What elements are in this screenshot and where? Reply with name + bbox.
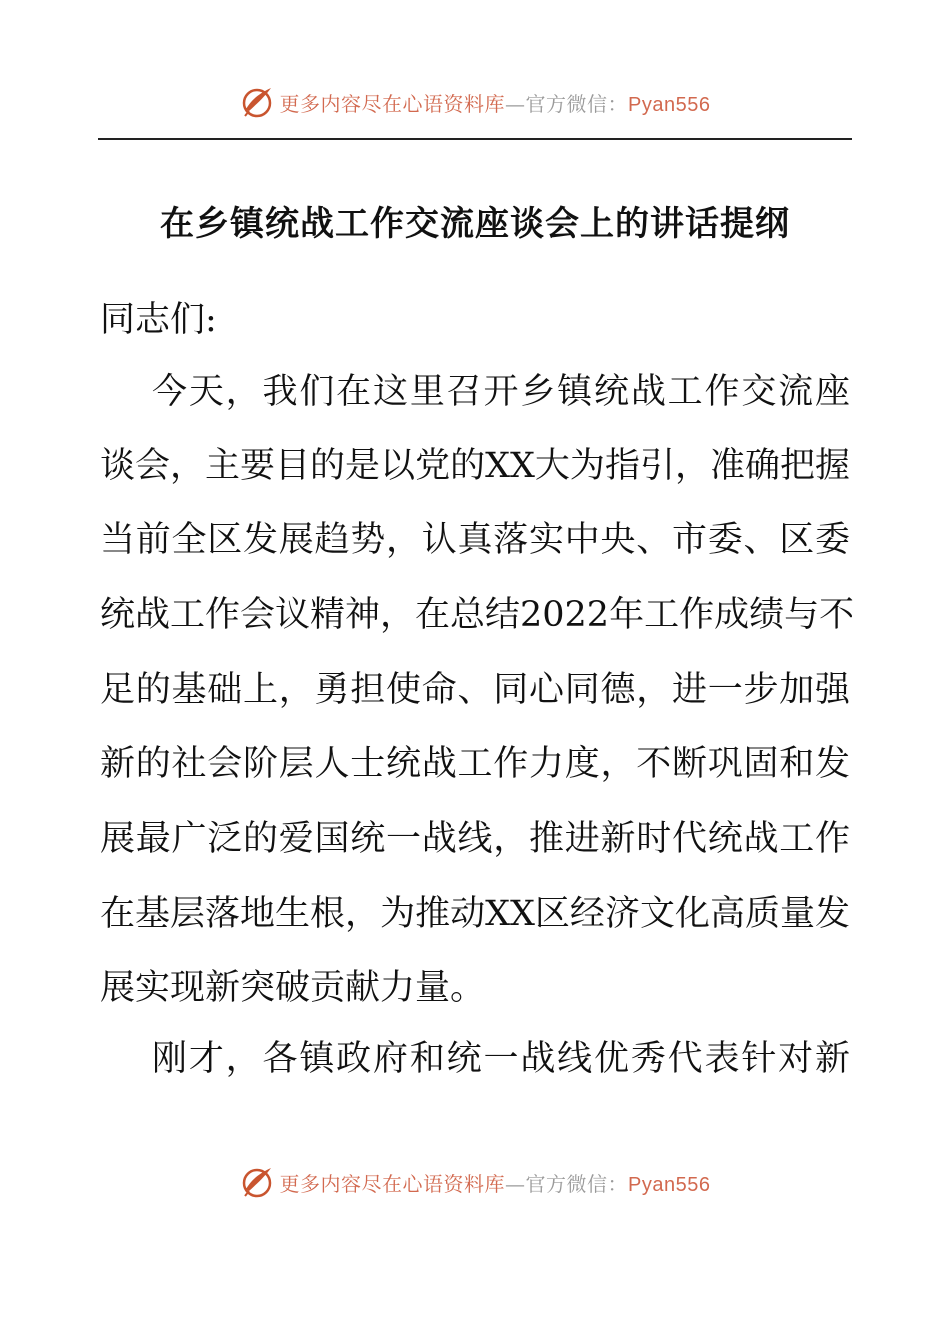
footer-banner: [0, 1160, 950, 1204]
body-line: 足的基础上，勇担使命、同心同德，进一步加强: [100, 670, 850, 710]
banner-dash-text: —官方微信：: [505, 91, 629, 116]
body-line: 展最广泛的爱国统一战线，推进新时代统战工作: [100, 819, 850, 859]
banner-dash-text: —官方微信：: [505, 1171, 629, 1196]
body-line: 当前全区发展趋势，认真落实中央、市委、区委: [100, 520, 850, 560]
banner-main-text: 更多内容尽在心语资料库: [279, 91, 506, 116]
body-line: 展实现新突破贡献力量。: [100, 968, 486, 1008]
quill-pen-logo-icon: [240, 85, 274, 119]
banner-text: [280, 1168, 711, 1197]
banner-text: [280, 88, 711, 117]
body-line: 谈会，主要目的是以党的XX大为指引，准确把握: [100, 446, 850, 486]
banner-wechat-id: Pyan556: [628, 93, 711, 116]
banner-main-text: 更多内容尽在心语资料库: [279, 1171, 506, 1196]
quill-pen-logo-icon: [240, 1165, 274, 1199]
banner-wechat-id: Pyan556: [628, 1173, 711, 1196]
salutation: 同志们:: [100, 300, 217, 340]
body-line: 在基层落地生根，为推动XX区经济文化高质量发: [100, 894, 850, 934]
body-line: 今天，我们在这里召开乡镇统战工作交流座: [152, 372, 850, 412]
document-title: 在乡镇统战工作交流座谈会上的讲话提纲: [160, 204, 790, 244]
body-line: 刚才，各镇政府和统一战线优秀代表针对新: [152, 1039, 850, 1079]
body-line: 新的社会阶层人士统战工作力度，不断巩固和发: [100, 744, 850, 784]
header-banner: [0, 80, 950, 124]
body-line: 统战工作会议精神，在总结2022年工作成绩与不: [100, 595, 855, 635]
header-divider: [98, 138, 852, 140]
